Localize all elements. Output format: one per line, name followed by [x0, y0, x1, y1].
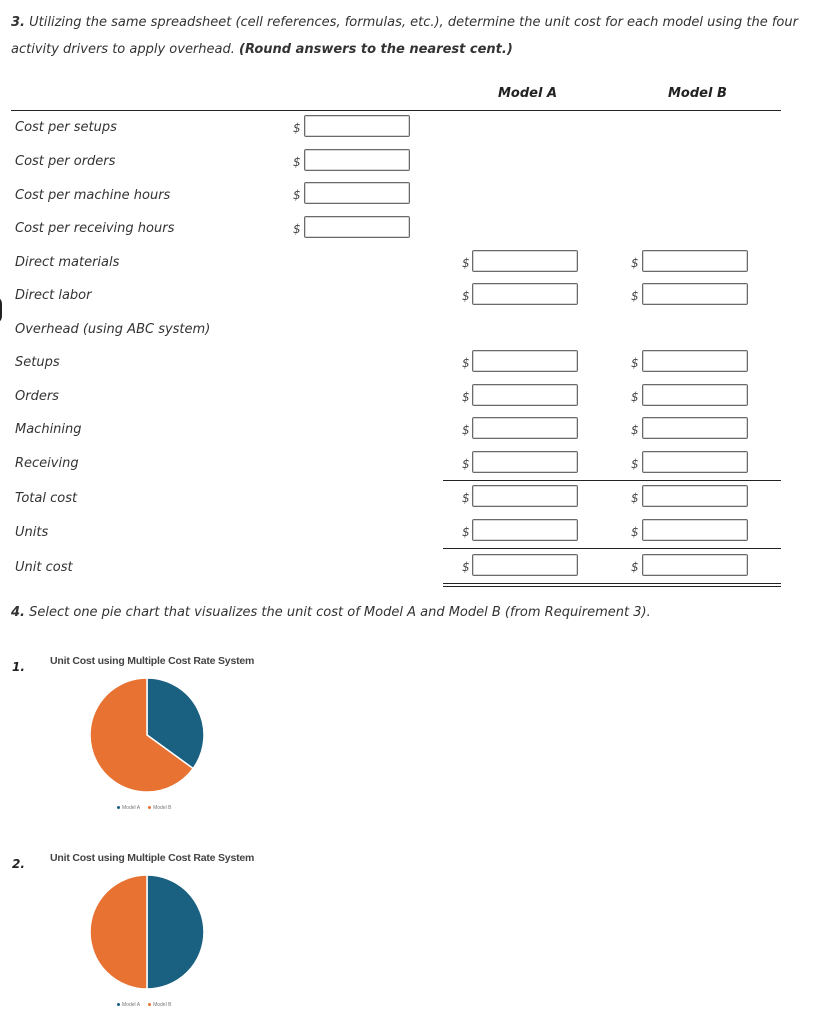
- currency-symbol: $: [293, 188, 301, 202]
- currency-symbol: $: [462, 390, 470, 404]
- currency-symbol: $: [462, 560, 470, 574]
- currency-symbol: $: [631, 356, 639, 370]
- receiving-model-b-input[interactable]: [642, 451, 748, 473]
- direct-labor-model-b-input[interactable]: [642, 283, 748, 305]
- currency-symbol: $: [631, 457, 639, 471]
- machining-model-b-input[interactable]: [642, 417, 748, 439]
- pie-option-2-title: Unit Cost using Multiple Cost Rate System: [50, 852, 255, 864]
- total-cost-model-a-input[interactable]: [472, 485, 578, 507]
- pie-chart-option-2[interactable]: [89, 874, 205, 990]
- question-4-text: Select one pie chart that visualizes the unit cost of Model A and Model B (from Requirement 3).: [29, 605, 651, 620]
- column-header-model-b: Model B: [668, 86, 727, 101]
- machining-model-a-input[interactable]: [472, 417, 578, 439]
- label-direct-materials: Direct materials: [15, 255, 120, 270]
- question-4-number: 4.: [11, 605, 25, 620]
- currency-symbol: $: [631, 525, 639, 539]
- units-model-b-input[interactable]: [642, 519, 748, 541]
- legend-model-b: Model B: [148, 1002, 171, 1008]
- left-edge-marker: [0, 296, 2, 324]
- currency-symbol: $: [631, 423, 639, 437]
- pie-slice-model-b: [90, 875, 147, 989]
- currency-symbol: $: [462, 423, 470, 437]
- unit-cost-model-a-input[interactable]: [472, 554, 578, 576]
- pie-slice-model-a: [147, 875, 204, 989]
- setups-model-a-input[interactable]: [472, 350, 578, 372]
- total-double-rule-top: [443, 583, 781, 584]
- direct-labor-model-a-input[interactable]: [472, 283, 578, 305]
- label-overhead-heading: Overhead (using ABC system): [15, 322, 211, 337]
- label-total-cost: Total cost: [15, 491, 78, 506]
- subtotal-rule: [443, 480, 781, 481]
- units-model-a-input[interactable]: [472, 519, 578, 541]
- pie-option-2-number[interactable]: 2.: [12, 857, 25, 871]
- currency-symbol: $: [631, 560, 639, 574]
- label-cost-per-receiving-hours: Cost per receiving hours: [15, 221, 175, 236]
- cost-per-receiving-hours-input[interactable]: [304, 216, 410, 238]
- label-setups: Setups: [15, 355, 60, 370]
- pie-option-2-legend: [117, 1002, 171, 1008]
- currency-symbol: $: [293, 222, 301, 236]
- label-cost-per-orders: Cost per orders: [15, 154, 116, 169]
- orders-model-b-input[interactable]: [642, 384, 748, 406]
- question-3-line-2: [11, 42, 513, 57]
- legend-swatch-model-b: [148, 1003, 151, 1006]
- label-cost-per-setups: Cost per setups: [15, 120, 117, 135]
- direct-materials-model-b-input[interactable]: [642, 250, 748, 272]
- currency-symbol: $: [631, 491, 639, 505]
- label-orders: Orders: [15, 389, 59, 404]
- currency-symbol: $: [462, 457, 470, 471]
- currency-symbol: $: [462, 525, 470, 539]
- cost-per-machine-hours-input[interactable]: [304, 182, 410, 204]
- legend-swatch-model-b: [148, 806, 151, 809]
- pie-option-1-number[interactable]: 1.: [12, 660, 25, 674]
- header-rule: [11, 110, 781, 111]
- currency-symbol: $: [462, 256, 470, 270]
- legend-model-b: Model B: [148, 805, 171, 811]
- pie-chart-option-1[interactable]: [89, 677, 205, 793]
- direct-materials-model-a-input[interactable]: [472, 250, 578, 272]
- total-double-rule-bottom: [443, 586, 781, 587]
- currency-symbol: $: [293, 155, 301, 169]
- pie-option-1-title: Unit Cost using Multiple Cost Rate System: [50, 655, 255, 667]
- rounding-instruction: (Round answers to the nearest cent.): [239, 42, 513, 57]
- legend-swatch-model-a: [117, 1003, 120, 1006]
- units-rule: [443, 548, 781, 549]
- column-header-model-a: Model A: [498, 86, 558, 101]
- label-machining: Machining: [15, 422, 82, 437]
- orders-model-a-input[interactable]: [472, 384, 578, 406]
- setups-model-b-input[interactable]: [642, 350, 748, 372]
- currency-symbol: $: [462, 491, 470, 505]
- currency-symbol: $: [631, 256, 639, 270]
- legend-swatch-model-a: [117, 806, 120, 809]
- label-receiving: Receiving: [15, 456, 79, 471]
- currency-symbol: $: [631, 390, 639, 404]
- unit-cost-model-b-input[interactable]: [642, 554, 748, 576]
- currency-symbol: $: [462, 356, 470, 370]
- currency-symbol: $: [631, 289, 639, 303]
- label-cost-per-machine-hours: Cost per machine hours: [15, 188, 171, 203]
- legend-model-a: Model A: [117, 1002, 140, 1008]
- legend-model-a: Model A: [117, 805, 140, 811]
- total-cost-model-b-input[interactable]: [642, 485, 748, 507]
- label-units: Units: [15, 525, 49, 540]
- currency-symbol: $: [462, 289, 470, 303]
- label-unit-cost: Unit cost: [15, 560, 73, 575]
- question-3-text-2: activity drivers to apply overhead.: [11, 42, 235, 57]
- question-3-number: 3.: [11, 15, 25, 30]
- question-3-text: Utilizing the same spreadsheet (cell references, formulas, etc.), determine the unit cost for each model using the four: [29, 15, 798, 30]
- receiving-model-a-input[interactable]: [472, 451, 578, 473]
- cost-per-orders-input[interactable]: [304, 149, 410, 171]
- currency-symbol: $: [293, 121, 301, 135]
- question-3-line-1: [11, 15, 798, 30]
- question-4: [11, 605, 651, 620]
- label-direct-labor: Direct labor: [15, 288, 92, 303]
- cost-per-setups-input[interactable]: [304, 115, 410, 137]
- pie-option-1-legend: [117, 805, 171, 811]
